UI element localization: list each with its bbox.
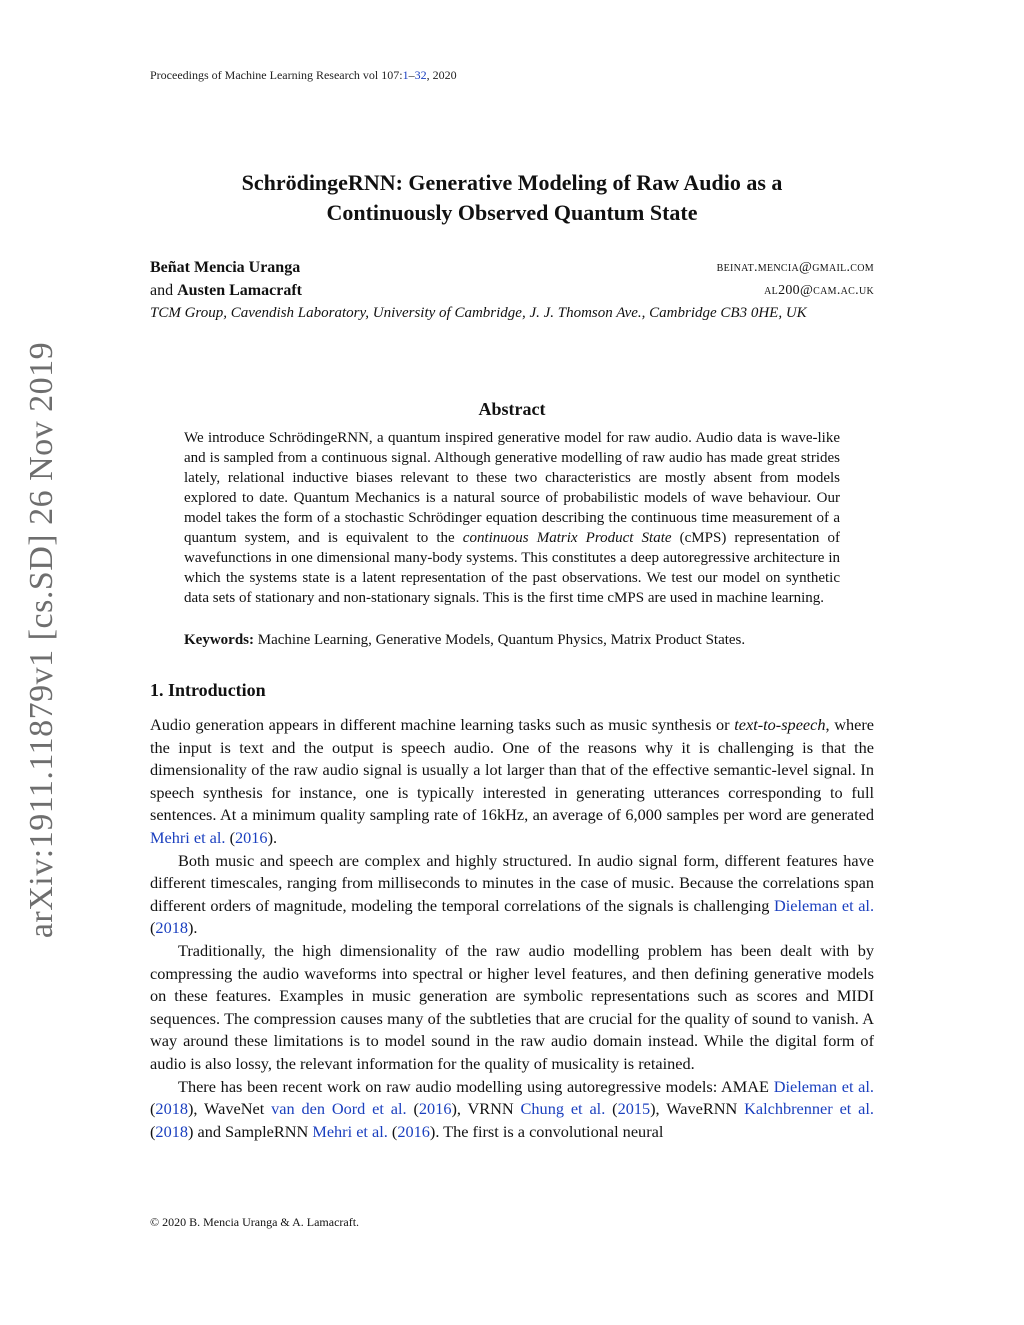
author-email-2[interactable]: al200@cam.ac.uk [764,283,874,298]
section-heading-introduction: 1. Introduction [150,680,266,700]
affiliation: TCM Group, Cavendish Laboratory, University of Cambridge, J. J. Thomson Ave., Cambridge CB3 0HE, UK [150,305,807,321]
author-row-1 [150,257,874,279]
citation-year-link[interactable]: 2015 [617,1099,651,1119]
title-line-1: SchrödingeRNN: Generative Modeling of Raw Audio as a [241,170,783,195]
abstract-text: We introduce SchrödingeRNN, a quantum inspired generative model for raw audio. Audio data is wave-like and is sampled from a continuous signal. Although generative modelling of raw audio has made great strides lately, relational inductive biases relevant to these two characteristics are mostly absent from models explored to date. Quantum Mechanics is a natural source of probabilistic models of wave behaviour. Our model takes the form of a stochastic Schrödinger equation describing the continuous time measurement of a quantum system, and is equivalent to the continuous Matrix Product State (cMPS) representation of wavefunctions in one dimensional many-body systems. This constitutes a deep autoregressive architecture in which the systems state is a latent representation of the past observations. We test our model on synthetic data sets of stationary and non-stationary signals. This is the first time cMPS are used in machine learning. [184,430,840,606]
keywords-label: Keywords: [184,632,254,648]
paper-title [120,168,904,228]
author-row-2 [150,280,874,302]
citation-year-link[interactable]: 2018 [155,918,188,938]
journal-name: Proceedings of Machine Learning Research vol 107: [150,68,403,82]
citation-link[interactable]: Mehri et al. [312,1121,388,1141]
citation-link[interactable]: Dieleman et al. [773,895,875,915]
abstract-italic-term: continuous Matrix Product State [462,530,672,546]
introduction-body [150,714,874,1143]
title-line-2: Continuously Observed Quantum State [326,200,698,225]
paragraph-3: Traditionally, the high dimensionality of the raw audio modelling problem has been dealt with by compressing the audio waveforms into spectral or higher level features, and then defining generative models on these features. Examples in music generation are symbolic representations such as scores and MIDI sequences. The compression causes many of the subtleties that are crucial for the quality of sound to vanish. A way around these limitations is to model sound in the raw audio domain instead. While the digital form of audio is also lossy, the relevant information for the quality of musicality is retained. [150,940,874,1073]
running-header [150,68,457,83]
author-email-1[interactable]: beinat.mencia@gmail.com [716,260,874,275]
citation-year-link[interactable]: 2016 [418,1099,452,1119]
author-name-1: Beñat Mencia Uranga [150,259,301,276]
citation-link[interactable]: Mehri et al. [150,827,226,847]
author-conjunction: and [150,282,178,299]
citation-year-link[interactable]: 2018 [155,1121,188,1141]
page-dash: – [408,68,415,82]
citation-link[interactable]: Chung et al. [520,1099,606,1119]
paragraph-2: Both music and speech are complex and highly structured. In audio signal form, different features have different timescales, ranging from milliseconds to minutes in the case of music. Because the correlations span different orders of magnitude, modeling the temporal correlations of the signals is challenging Dieleman et al. (2018). [150,850,875,938]
arxiv-id: arXiv:1911.11879v1 [cs.SD] 26 Nov 2019 [23,341,60,939]
author-name-2: Austen Lamacraft [177,282,302,299]
citation-year-link[interactable]: 2018 [155,1099,188,1119]
page-start-link[interactable]: 1 [402,68,409,82]
keywords [184,630,840,650]
paragraph-1: Audio generation appears in different machine learning tasks such as music synthesis or text-to-speech, where the input is text and the output is speech audio. One of the reasons why it is challenging is that the dimensionality of the raw audio signal is usually a lot larger than that of the effective semantic-level signal. In speech synthesis for instance, one is typically interested in generating utterances corresponding to full sentences. At a minimum quality sampling rate of 16kHz, an average of 6,000 samples per word are generated Mehri et al. (2016). [150,715,874,847]
keywords-list: Machine Learning, Generative Models, Quantum Physics, Matrix Product States. [254,632,746,648]
copyright-footer: © 2020 B. Mencia Uranga & A. Lamacraft. [150,1215,360,1229]
citation-link[interactable]: van den Oord et al. [271,1099,407,1119]
citation-link[interactable]: Dieleman et al. [773,1076,875,1096]
citation-year-link[interactable]: 2016 [397,1121,430,1141]
page-end-link[interactable]: 32 [414,68,427,82]
abstract-heading: Abstract [478,399,546,419]
citation-link[interactable]: Kalchbrenner et al. [744,1099,875,1119]
citation-year-link[interactable]: 2016 [235,827,268,847]
header-year: , 2020 [426,68,457,82]
paragraph-4: There has been recent work on raw audio modelling using autoregressive models: AMAE Dieleman et al. (2018), WaveNet van den Oord et al. (2016), VRNN Chung et al. (2015), WaveRNN Kalchbrenner et al. (2018) and SampleRNN Mehri et al. (2016). The first is a convolutional neural [150,1076,875,1141]
